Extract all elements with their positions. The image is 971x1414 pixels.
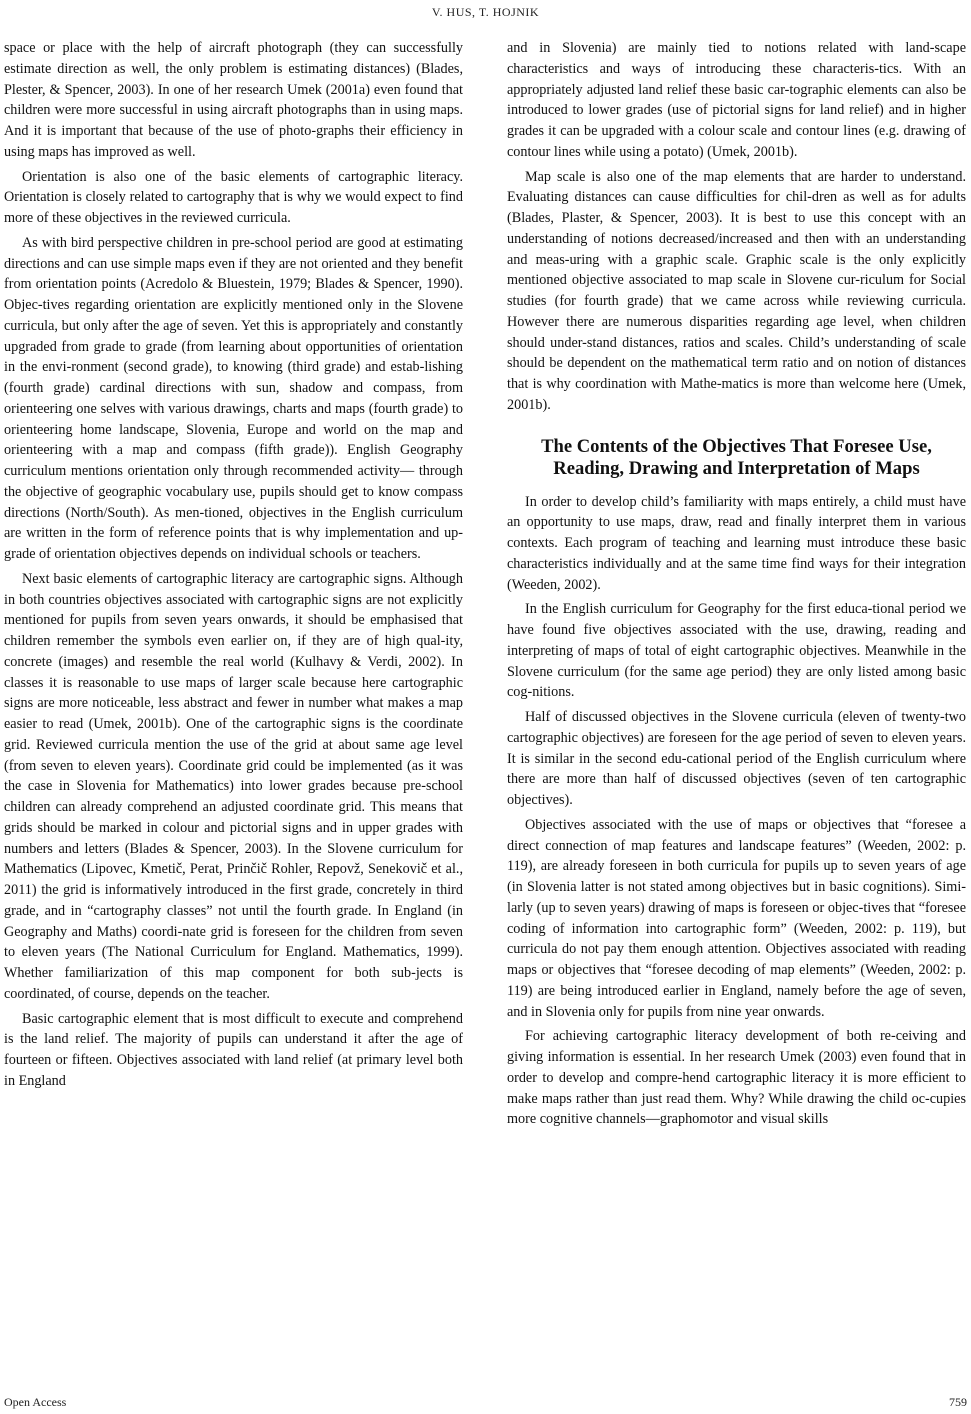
paragraph: space or place with the help of aircraft photograph (they can successfully estimate direction as well, the only problem is estimating distances) (Blades, Plester, & Spencer, 2003). In one of her research Umek (2001a) even found that children were more successful in using aircraft photographs than in using maps. And it is important that because of the use of photo-graphs their efficiency in using maps has improved as well. bbox=[4, 40, 463, 160]
page-number: 759 bbox=[949, 1395, 967, 1409]
paragraph: Next basic elements of cartographic literacy are cartographic signs. Although in both countries objectives associated with cartographic signs are not explicitly mentioned for pupils from seven years onwards, it should be emphasised that children remember the symbols even earlier on, if they are of high qual-ity, concrete (images) and resemble the real world (Kulhavy & Verdi, 2002). In classes it is reasonable to use maps of larger scale because here cartographic signs are more noticeable, less abstract and fewer in number what makes a map easier to read (Umek, 2001b). One of the cartographic signs is the coordinate grid. Reviewed curricula mention the use of the grid at about same age level (from seven to eleven years). Coordinate grid could be implemented (as it was the case in Slovenia for Mathematics) into lower grades because pre-school children can already comprehend an adjusted coordinate grid. This means that grids should be marked in colour and pictorial signs and in upper grades with numbers and letters (Blades & Spencer, 2003). In the Slovene curriculum for Mathematics (Lipovec, Kmetič, Perat, Prinčič Rohler, Repovž, Senekovič et al., 2011) the grid is informatively introduced in the first grade, concretely in third grade, and in “cartography classes” not until the fourth grade. In England (in Geography and Maths) coordi-nate grid is foreseen for the children from seven to eleven years (The National Curriculum for England. Mathematics, 1999). Whether familiarization of this map component for both sub-jects is coordinated, of course, depends on the teacher. bbox=[4, 570, 463, 1002]
paragraph: Basic cartographic element that is most difficult to execute and comprehend is the land relief. The majority of pupils can understand it after the age of fourteen or fifteen. Objectives associated with land relief (at primary level both in England bbox=[4, 1010, 463, 1089]
footer-open-access: Open Access bbox=[4, 1395, 67, 1409]
left-column bbox=[4, 38, 463, 1096]
paragraph: In the English curriculum for Geography for the first educa-tional period we have found five objectives associated with the use, drawing, reading and interpreting of maps of total of eight cartographic objectives. Meanwhile in the Slovene curriculum (for the same age period) they are only listed among basic cog-nitions. bbox=[507, 601, 966, 701]
paragraph: and in Slovenia) are mainly tied to notions related with land-scape characteristics and ways of introducing these characteris-tics. With an appropriately adjusted land relief these basic car-tographic elements can also be introduced to lower grades (use of pictorial signs for land relief) and in higher grades it can be upgraded with a colour scale and contour lines (e.g. drawing of contour lines while using a potato) (Umek, 2001b). bbox=[507, 40, 966, 160]
right-column bbox=[507, 38, 966, 1134]
paragraph: Objectives associated with the use of maps or objectives that “foresee a direct connection of map features and landscape features” (Weeden, 2002: p. 119), are already foreseen in both curricula for pupils up to seven years of age (in Slovenia latter is not stated among objectives but in basic cognitions). Simi-larly (up to seven years) drawing of maps is foreseen or objec-tives that “foresee coding of information into cartographic form” (Weeden, 2002: p. 119), but curricula do not pay them enough attention. Objectives associated with reading maps or objectives that “foresee decoding of map elements” (Weeden, 2002: p. 119) are being introduced earlier in England, namely before the age of seven, and in Slovenia only for pupils from nine year onwards. bbox=[507, 816, 966, 1020]
running-head: V. HUS, T. HOJNIK bbox=[431, 5, 540, 19]
paragraph: Half of discussed objectives in the Slovene curricula (eleven of twenty-two cartographic objectives) are foreseen for the age period of seven to eleven years. It is similar in the second edu-cational period of the English curriculum where there are more than half of discussed objectives (seven of ten cartographic objectives). bbox=[507, 709, 966, 808]
paragraph: In order to develop child’s familiarity with maps entirely, a child must have an opportunity to use maps, draw, read and finally interpret them in various contexts. Each program of teaching and learning must introduce these basic characteristics individually and at the same time find ways for their integration (Weeden, 2002). bbox=[507, 493, 966, 593]
paragraph: Map scale is also one of the map elements that are harder to understand. Evaluating distances can cause difficulties for chil-dren as well as for adults (Blades, Plaster, & Spencer, 2003). It is best to use this concept with an understanding of notions decreased/increased and then with an understanding and meas-uring with a graphic scale. Graphic scale is the only explicitly mentioned objective associated to map scale in Slovene cur-riculum for Social studies (for fourth grade) that we came across while reviewing curricula. However there are numerous disparities regarding age level, when children should under-stand distances, ratios and scales. Child’s understanding of scale should be dependent on the mathematical term ratio and on notion of distances that is why coordination with Mathe-matics is more than welcome here (Umek, 2001b). bbox=[507, 168, 966, 413]
paragraph: As with bird perspective children in pre-school period are good at estimating directions and can use simple maps even if they are not oriented and they benefit from orientation points (Acredolo & Bluestein, 1979; Blades & Spencer, 1990). Objec-tives regarding orientation are explicitly mentioned only in the Slovene curricula, but only after the age of seven. Yet this is appropriately and constantly upgraded from grade to grade (from learning about opportunities of orientation in the envi-ronment (second grade), to knowing (third grade) and estab-lishing (fourth grade) cardinal directions with sun, shadow and compass, from orienteering one selves with various drawings, charts and maps (fourth grade) to orienteering home landscape, Slovenia, Europe and world on the map and orienteering with a map and compass (fifth grade)). English Geography curriculum mentions orientation only through recommended activity— through the objective of geographic vocabulary use, pupils should get to know compass directions (North/South). As men-tioned, objectives in the English curriculum are written in the form of reference points that is why implementation and up-grade of orientation objectives depends on individual schools or teachers. bbox=[4, 234, 463, 562]
paragraph: For achieving cartographic literacy development of both re-ceiving and giving information is essential. In her research Umek (2003) even found that in order to develop and compre-hend cartographic literacy it is more efficient to make maps rather than just read them. Why? While drawing the child oc-cupies more cognitive channels—graphomotor and visual skills bbox=[507, 1028, 966, 1128]
paragraph: Orientation is also one of the basic elements of cartographic literacy. Orientation is closely related to cartography that is why we would expect to find more of these objectives in the reviewed curricula. bbox=[4, 168, 463, 226]
section-heading: The Contents of the Objectives That Foresee Use, Reading, Drawing and Interpretation of Maps bbox=[541, 435, 932, 479]
